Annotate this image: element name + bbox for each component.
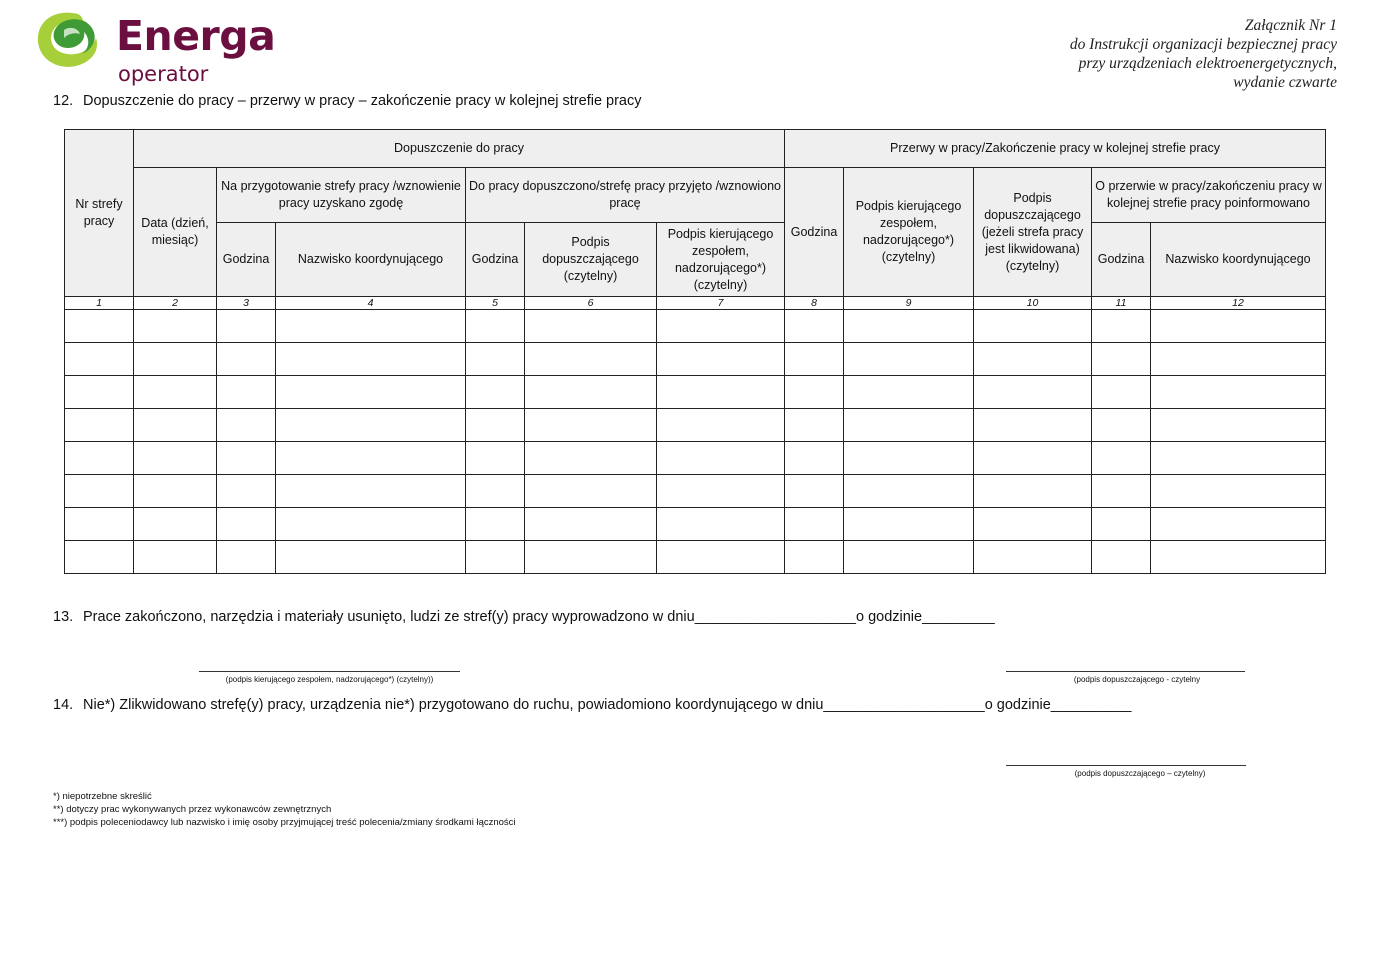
- column-number: 12: [1151, 297, 1326, 310]
- col-zone-number: Nr strefy pracy: [65, 130, 134, 297]
- table-row: [65, 310, 1326, 343]
- column-number: 1: [65, 297, 134, 310]
- column-number: 10: [974, 297, 1092, 310]
- column-number: 6: [525, 297, 657, 310]
- subgroup-admitted: Do pracy dopuszczono/strefę pracy przyjęto /wznowiono pracę: [466, 168, 785, 223]
- section-13-text[interactable]: Prace zakończono, narzędzia i materiały usunięto, ludzi ze stref(y) pracy wyprowadzono w dniu____________________o godzinie_________: [83, 609, 995, 625]
- column-number: 3: [217, 297, 276, 310]
- signature-label-admitter-14: (podpis dopuszczającego – czytelny): [1074, 769, 1206, 778]
- column-number: 4: [276, 297, 466, 310]
- signature-line-admitter[interactable]: [1006, 671, 1245, 672]
- header-line: do Instrukcji organizacji bezpiecznej pracy: [1069, 36, 1337, 53]
- col-coordinator-4: Nazwisko koordynującego: [276, 223, 466, 297]
- header-line: wydanie czwarte: [1233, 74, 1337, 91]
- column-number: 7: [657, 297, 785, 310]
- footnote: **) dotyczy prac wykonywanych przez wykonawców zewnętrznych: [53, 804, 332, 815]
- col-date: Data (dzień, miesiąc): [134, 168, 217, 297]
- work-zone-table: [64, 129, 1326, 574]
- section-number: 13.: [53, 609, 74, 625]
- column-number: 9: [844, 297, 974, 310]
- table-row: [65, 409, 1326, 442]
- col-sign-leader-7: Podpis kierującego zespołem, nadzorującego*) (czytelny): [657, 223, 785, 297]
- section-13: [53, 609, 995, 625]
- col-sign-leader-9: Podpis kierującego zespołem, nadzorującego*) (czytelny): [844, 168, 974, 297]
- section-14-text[interactable]: Nie*) Zlikwidowano strefę(y) pracy, urządzenia nie*) przygotowano do ruchu, powiadomiono koordynującego w dniu____________________o godzinie__________: [83, 697, 1132, 713]
- signature-label-leader: (podpis kierującego zespołem, nadzorującego*) (czytelny)): [225, 675, 434, 684]
- column-numbers-row: [65, 297, 1326, 310]
- signature-line-leader[interactable]: [199, 671, 460, 672]
- table-row: [65, 541, 1326, 574]
- brand-subtitle: operator: [118, 62, 209, 86]
- subgroup-informed: O przerwie w pracy/zakończeniu pracy w kolejnej strefie pracy poinformowano: [1092, 168, 1326, 223]
- col-hour-8: Godzina: [785, 168, 844, 297]
- col-sign-admitter-6: Podpis dopuszczającego (czytelny): [525, 223, 657, 297]
- footnote: *) niepotrzebne skreślić: [53, 791, 152, 802]
- col-coordinator-12: Nazwisko koordynującego: [1151, 223, 1326, 297]
- column-number: 8: [785, 297, 844, 310]
- col-hour-11: Godzina: [1092, 223, 1151, 297]
- section-14: [53, 697, 1131, 713]
- section-12-heading: [53, 93, 642, 109]
- group-breaks: Przerwy w pracy/Zakończenie pracy w kolejnej strefie pracy: [785, 130, 1326, 168]
- section-number: 12.: [53, 93, 74, 109]
- brand-wordmark: Energa: [116, 12, 276, 60]
- header-line: przy urządzeniach elektroenergetycznych,: [1078, 55, 1337, 72]
- section-title: Dopuszczenie do pracy – przerwy w pracy – zakończenie pracy w kolejnej strefie pracy: [83, 93, 642, 109]
- column-number: 5: [466, 297, 525, 310]
- col-hour-3: Godzina: [217, 223, 276, 297]
- header-line: Załącznik Nr 1: [1244, 17, 1337, 34]
- signature-label-admitter: (podpis dopuszczającego - czytelny: [1073, 675, 1201, 684]
- column-number: 2: [134, 297, 217, 310]
- col-sign-admitter-10: Podpis dopuszczającego (jeżeli strefa pracy jest likwidowana) (czytelny): [974, 168, 1092, 297]
- energa-operator-logo: [34, 8, 274, 90]
- table-row: [65, 508, 1326, 541]
- footnote: ***) podpis poleceniodawcy lub nazwisko i imię osoby przyjmującej treść polecenia/zmiany środkami łączności: [53, 817, 516, 828]
- table-row: [65, 343, 1326, 376]
- column-number: 11: [1092, 297, 1151, 310]
- table-row: [65, 376, 1326, 409]
- section-number: 14.: [53, 697, 74, 713]
- attachment-header: [1070, 16, 1337, 92]
- table-row: [65, 475, 1326, 508]
- table-row: [65, 442, 1326, 475]
- col-hour-5: Godzina: [466, 223, 525, 297]
- group-admission: Dopuszczenie do pracy: [134, 130, 785, 168]
- swirl-icon: [34, 8, 104, 74]
- footnotes: [53, 790, 516, 829]
- signature-line-admitter-14[interactable]: [1006, 765, 1246, 766]
- subgroup-preparation: Na przygotowanie strefy pracy /wznowienie pracy uzyskano zgodę: [217, 168, 466, 223]
